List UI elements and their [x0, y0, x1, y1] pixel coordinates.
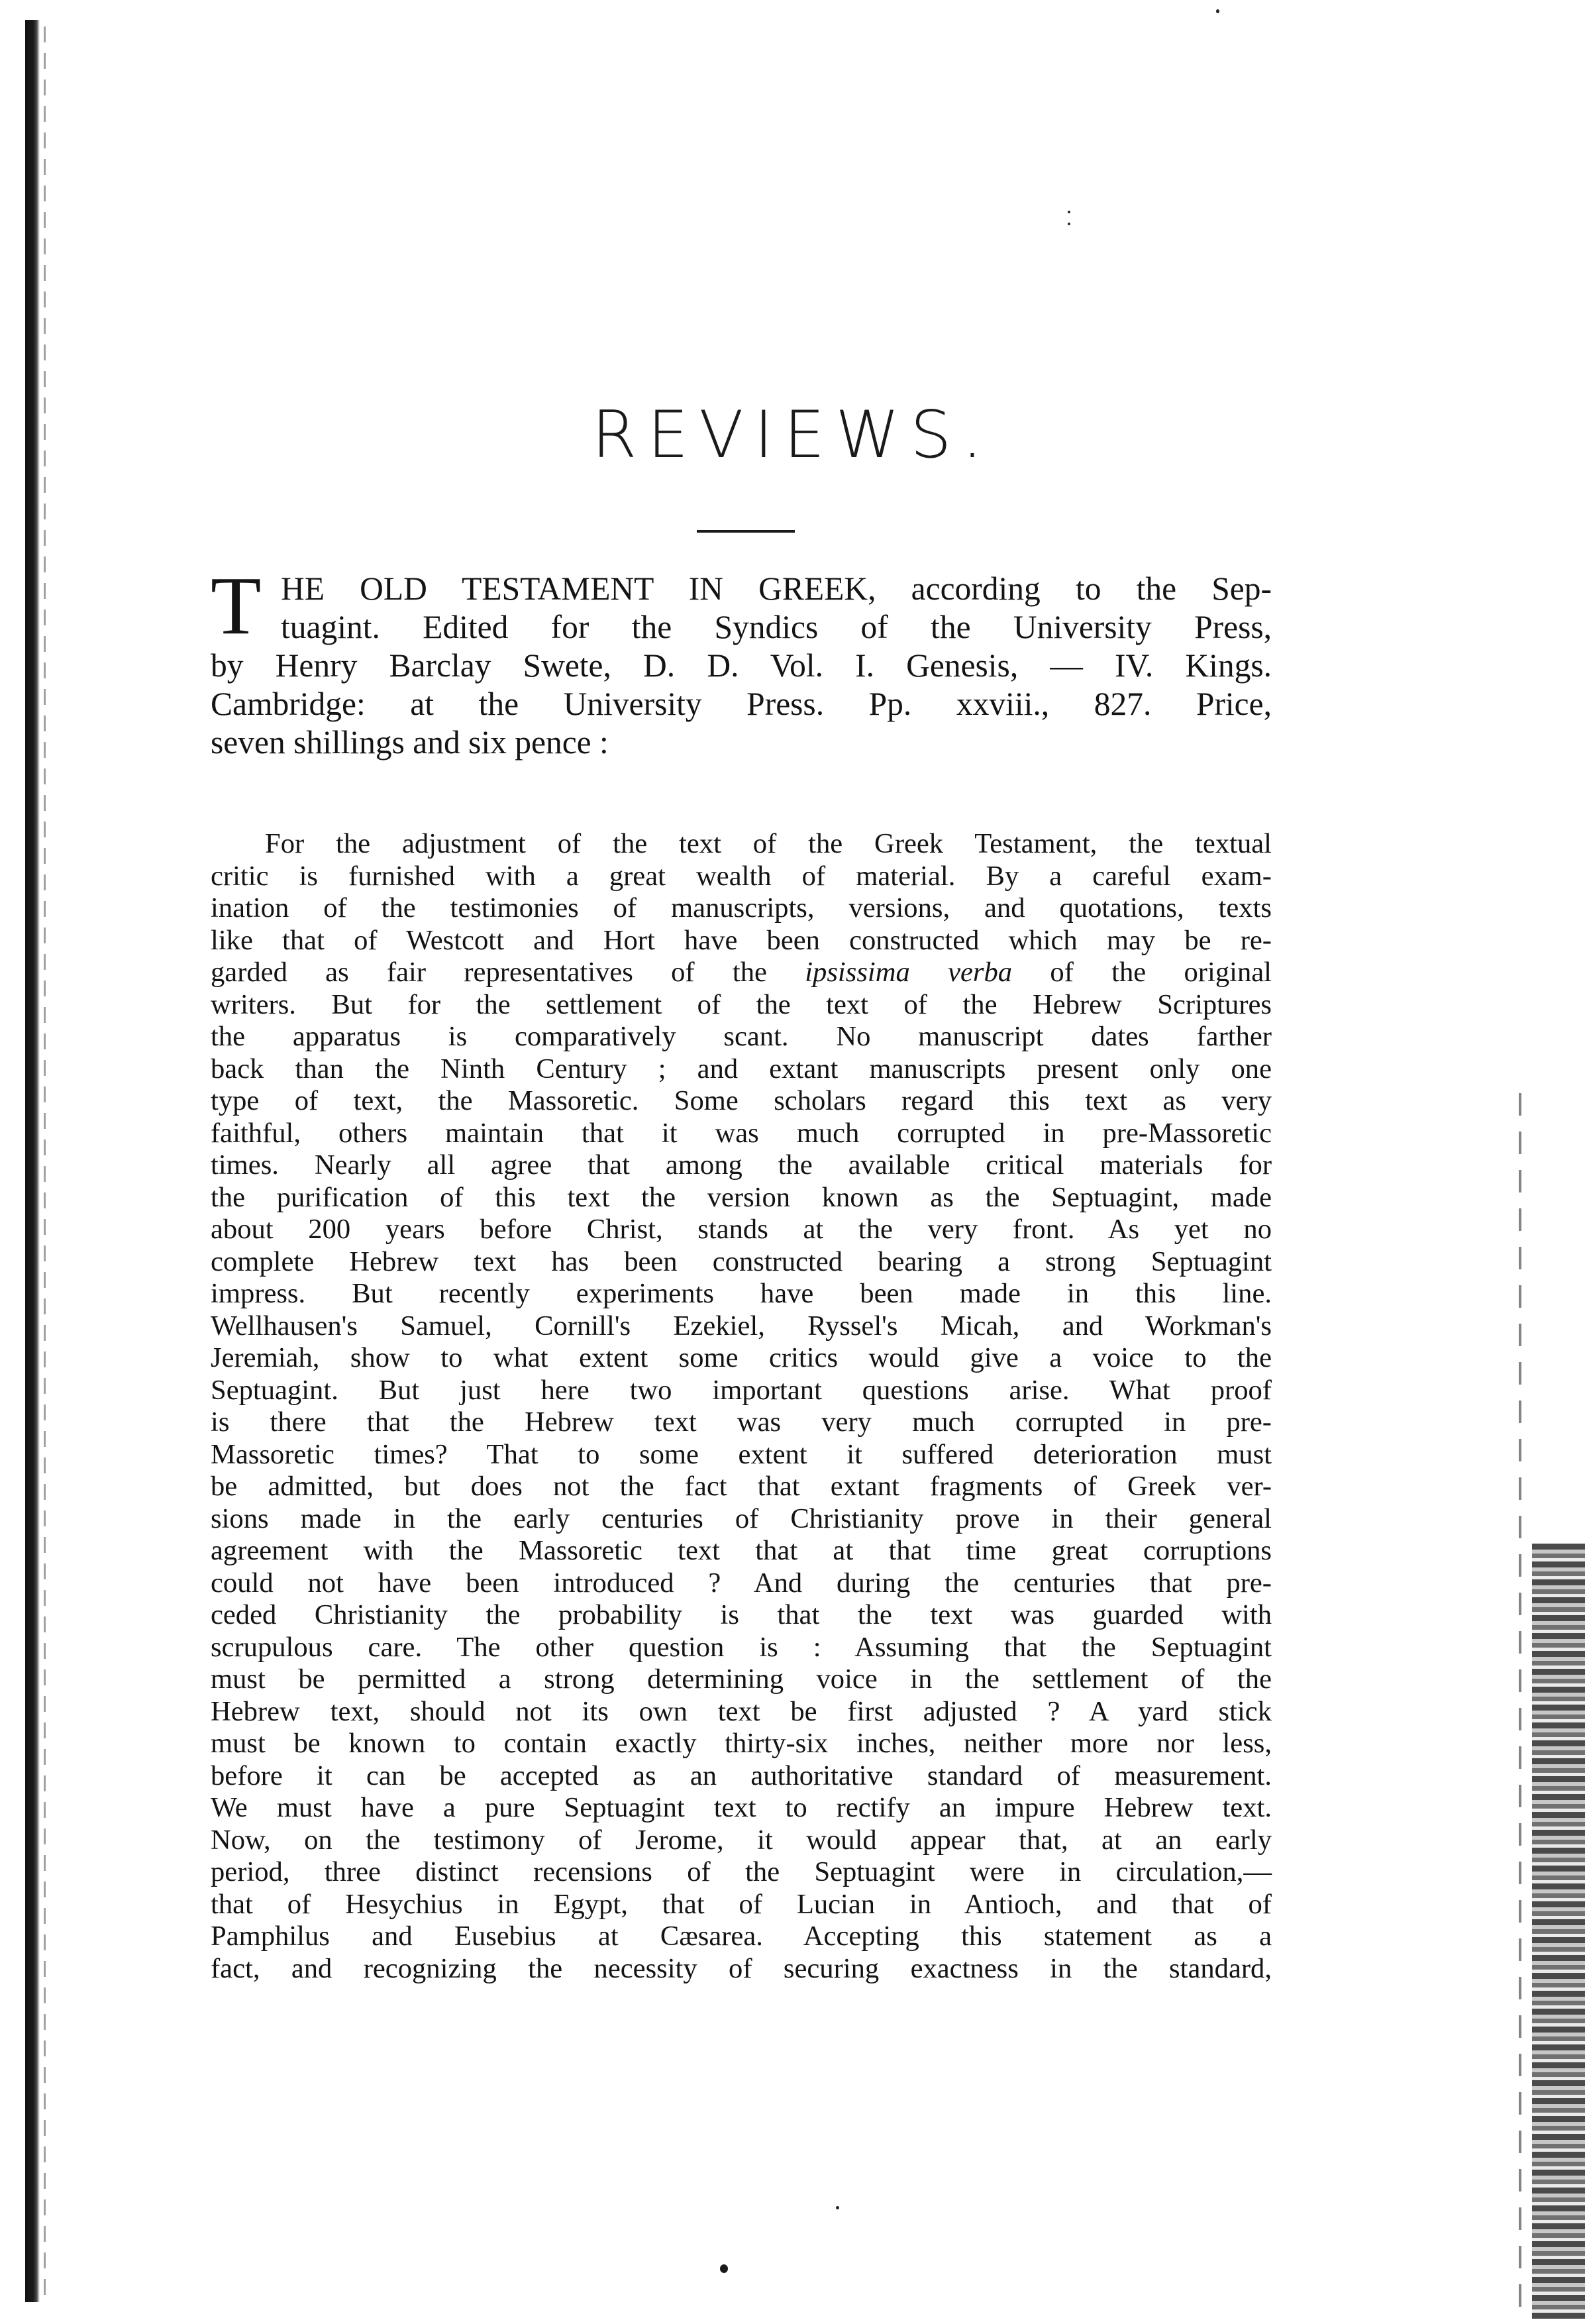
- page-ornament-dot: [720, 2264, 728, 2273]
- body-line: impress. But recently experiments have been made in this line.: [211, 1278, 1272, 1309]
- body-line: scrupulous care. The other question is : Assuming that the Septuagint: [211, 1631, 1272, 1663]
- citation-line: HE OLD TESTAMENT IN GREEK, according to the Sep-: [281, 570, 1272, 607]
- citation-line: by Henry Barclay Swete, D. D. Vol. I. Genesis, — IV. Kings.: [211, 647, 1272, 684]
- review-body: [211, 828, 1272, 1985]
- body-line: faithful, others maintain that it was much corrupted in pre-Massoretic: [211, 1117, 1272, 1149]
- body-line: ceded Christianity the probability is that the text was guarded with: [211, 1599, 1272, 1630]
- body-line: Jeremiah, show to what extent some critics would give a voice to the: [211, 1342, 1272, 1373]
- scan-speck: [1068, 223, 1070, 225]
- body-line: before it can be accepted as an authoritative standard of measurement.: [211, 1760, 1272, 1791]
- body-line: garded as fair representatives of the ipsissima verba of the original: [211, 957, 1272, 988]
- body-line: type of text, the Massoretic. Some scholars regard this text as very: [211, 1085, 1272, 1116]
- body-line: Wellhausen's Samuel, Cornill's Ezekiel, Ryssel's Micah, and Workman's: [211, 1310, 1272, 1342]
- body-line: period, three distinct recensions of the Septuagint were in circulation,—: [211, 1856, 1272, 1887]
- body-line: Massoretic times? That to some extent it suffered deterioration must: [211, 1438, 1272, 1470]
- drop-cap: T: [211, 560, 262, 652]
- body-line: times. Nearly all agree that among the available critical materials for: [211, 1149, 1272, 1181]
- citation-line: seven shillings and six pence :: [211, 724, 609, 761]
- body-line: ination of the testimonies of manuscripts, versions, and quotations, texts: [211, 892, 1272, 924]
- body-line: critic is furnished with a great wealth of material. By a careful exam-: [211, 860, 1272, 892]
- scan-speck: [836, 2206, 839, 2209]
- body-line: be admitted, but does not the fact that extant fragments of Greek ver-: [211, 1471, 1272, 1502]
- body-line: Now, on the testimony of Jerome, it would appear that, at an early: [211, 1824, 1272, 1856]
- body-line: For the adjustment of the text of the Greek Testament, the textual: [265, 828, 1272, 859]
- body-line: complete Hebrew text has been constructed bearing a strong Septuagint: [211, 1245, 1272, 1277]
- body-line: must be known to contain exactly thirty-six inches, neither more nor less,: [211, 1728, 1272, 1759]
- review-citation: [211, 560, 1272, 762]
- body-line: sions made in the early centuries of Christianity prove in their general: [211, 1503, 1272, 1534]
- body-line: We must have a pure Septuagint text to rectify an impure Hebrew text.: [211, 1792, 1272, 1823]
- body-line: Pamphilus and Eusebius at Cæsarea. Accepting this statement as a: [211, 1921, 1272, 1952]
- italic-phrase: ipsissima verba: [805, 957, 1013, 988]
- page-heading: REVIEWS.: [591, 397, 994, 473]
- scan-speck: [1216, 9, 1219, 13]
- body-line: agreement with the Massoretic text that at that time great corruptions: [211, 1535, 1272, 1566]
- scan-page-edge: [1532, 1544, 1585, 2319]
- scan-binding-edge: [25, 20, 40, 2302]
- citation-line: tuagint. Edited for the Syndics of the University Press,: [281, 609, 1272, 645]
- body-line: about 200 years before Christ, stands at the very front. As yet no: [211, 1214, 1272, 1245]
- scan-binding-shadow: [44, 26, 46, 2299]
- body-line: fact, and recognizing the necessity of securing exactness in the standard,: [211, 1952, 1272, 1984]
- body-line: that of Hesychius in Egypt, that of Lucian in Antioch, and that of: [211, 1888, 1272, 1920]
- heading-rule: [697, 530, 795, 533]
- body-line: writers. But for the settlement of the text of the Hebrew Scriptures: [211, 988, 1272, 1020]
- body-line: is there that the Hebrew text was very much corrupted in pre-: [211, 1406, 1272, 1438]
- body-line: Septuagint. But just here two important questions arise. What proof: [211, 1374, 1272, 1406]
- body-line: the apparatus is comparatively scant. No manuscript dates farther: [211, 1021, 1272, 1052]
- body-line: like that of Westcott and Hort have been constructed which may be re-: [211, 924, 1272, 956]
- body-line: Hebrew text, should not its own text be first adjusted ? A yard stick: [211, 1695, 1272, 1727]
- citation-line: Cambridge: at the University Press. Pp. xxviii., 827. Price,: [211, 686, 1272, 722]
- scan-margin-mark: [1519, 1093, 1521, 2319]
- scan-speck: [1068, 211, 1070, 213]
- body-line: back than the Ninth Century ; and extant manuscripts present only one: [211, 1053, 1272, 1084]
- body-line: could not have been introduced ? And during the centuries that pre-: [211, 1567, 1272, 1599]
- body-line: the purification of this text the version known as the Septuagint, made: [211, 1181, 1272, 1213]
- body-line: must be permitted a strong determining voice in the settlement of the: [211, 1664, 1272, 1695]
